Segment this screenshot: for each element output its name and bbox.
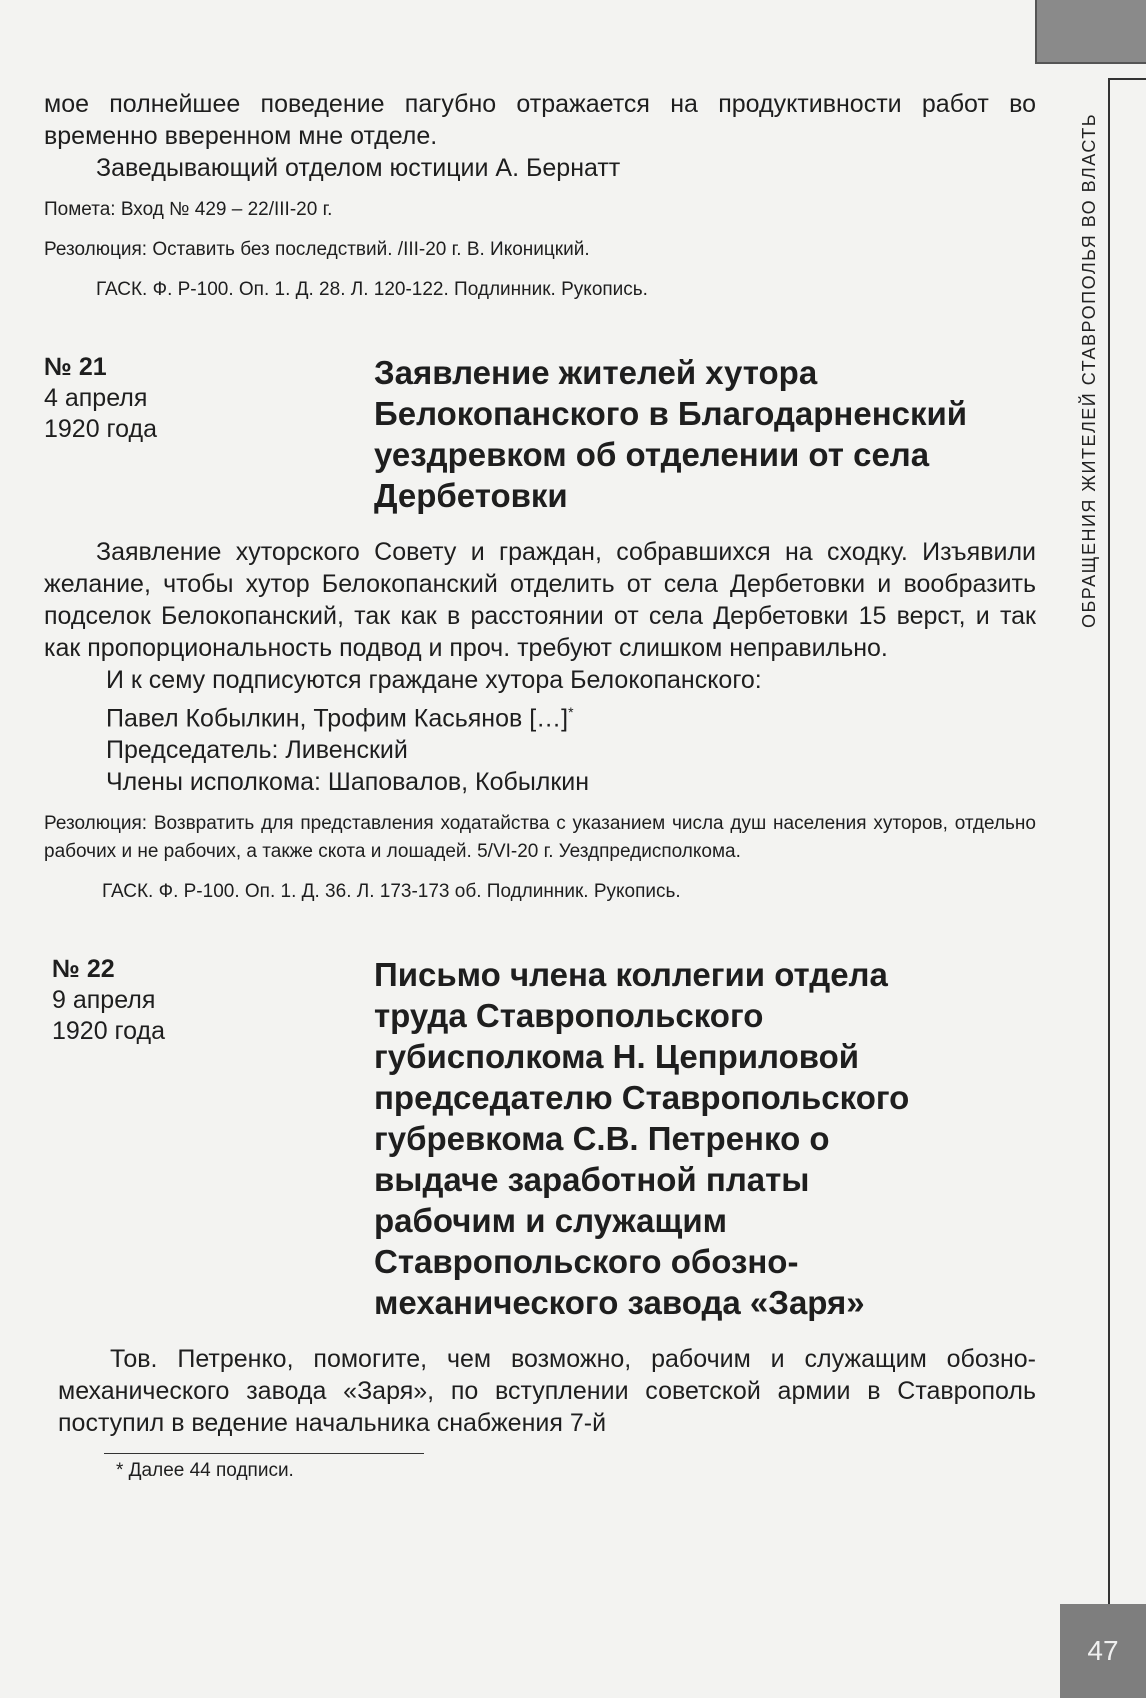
page-content bbox=[44, 88, 1036, 1482]
doc21-chairman: Председатель: Ливенский bbox=[106, 736, 408, 765]
doc21-number: № 21 bbox=[44, 353, 107, 381]
doc21-resolution: Резолюция: Возвратить для представления ходатайства с указанием числа душ населения хуторов, отдельно рабочих и не рабочих, а также скота и лошадей. 5/VI-20 г. Уездпредисполкома. bbox=[44, 813, 1036, 863]
resolution-top: Резолюция: Оставить без последствий. /III-20 г. В. Иконицкий. bbox=[44, 239, 590, 260]
doc21-date-day: 4 апреля bbox=[44, 384, 148, 412]
doc22-meta bbox=[44, 954, 374, 1323]
doc22-title: Письмо члена коллегии отдела труда Ставропольского губисполкома Н. Цеприловой председателю Ставропольского губревкома С.В. Петренко о выдаче заработной платы рабочим и служащим Ставропольского обозно-механического завода «Заря» bbox=[374, 956, 910, 1322]
page-corner-tab bbox=[1035, 0, 1146, 64]
doc22-number: № 22 bbox=[52, 955, 115, 984]
note-top: Помета: Вход № 429 – 22/III-20 г. bbox=[44, 199, 333, 220]
doc21-archive-ref: ГАСК. Ф. Р-100. Оп. 1. Д. 36. Л. 173-173 об. Подлинник. Рукопись. bbox=[102, 881, 681, 903]
doc21-sign-intro: И к сему подписуются граждане хутора Белокопанского: bbox=[106, 666, 762, 694]
signature-bernatt: Заведывающий отделом юстиции А. Бернатт bbox=[96, 154, 621, 182]
doc21-meta bbox=[44, 352, 374, 516]
running-head bbox=[1072, 70, 1108, 670]
footnote-text: * Далее 44 подписи. bbox=[116, 1460, 294, 1482]
page-number: 47 bbox=[1087, 1635, 1119, 1666]
doc22-date-day: 9 апреля bbox=[52, 986, 156, 1015]
doc21-members: Члены исполкома: Шаповалов, Кобылкин bbox=[106, 768, 590, 797]
continued-text: мое полнейшее поведение пагубно отражается на продуктивности работ во временно вверенном мне отделе. bbox=[44, 90, 1036, 150]
footnote-divider bbox=[104, 1453, 424, 1454]
doc21-title: Заявление жителей хутора Белокопанского в Благодарненский уездревком об отделении от села Дербетовки bbox=[374, 354, 968, 514]
page-number-box bbox=[1060, 1604, 1146, 1698]
doc21-header bbox=[44, 352, 1036, 516]
running-head-text: ОБРАЩЕНИЯ ЖИТЕЛЕЙ СТАВРОПОЛЬЯ ВО ВЛАСТЬ bbox=[1079, 112, 1100, 628]
doc22-date-year: 1920 года bbox=[52, 1017, 165, 1046]
side-rule bbox=[1108, 78, 1146, 1614]
doc22-header bbox=[44, 954, 1036, 1323]
doc22-body: Тов. Петренко, помогите, чем возможно, рабочим и служащим обозно-механического завода «Заря», по вступлении советской армии в Ставрополь поступил в ведение начальника снабжения 7-й bbox=[58, 1345, 1036, 1438]
archive-ref-top: ГАСК. Ф. Р-100. Оп. 1. Д. 28. Л. 120-122. Подлинник. Рукопись. bbox=[96, 279, 648, 300]
footnote-mark: * bbox=[568, 704, 574, 720]
doc21-date-year: 1920 года bbox=[44, 415, 157, 443]
doc21-sign-names: Павел Кобылкин, Трофим Касьянов […]* bbox=[106, 704, 574, 733]
doc21-body: Заявление хуторского Совету и граждан, собравшихся на сходку. Изъявили желание, чтобы хутор Белокопанский отделить от села Дербетовки и вообразить подселок Белокопанский, так как в расстоянии от села Дербетовки 15 верст, и так как пропорциональность подвод и проч. требуют слишком неправильно. bbox=[44, 538, 1036, 662]
